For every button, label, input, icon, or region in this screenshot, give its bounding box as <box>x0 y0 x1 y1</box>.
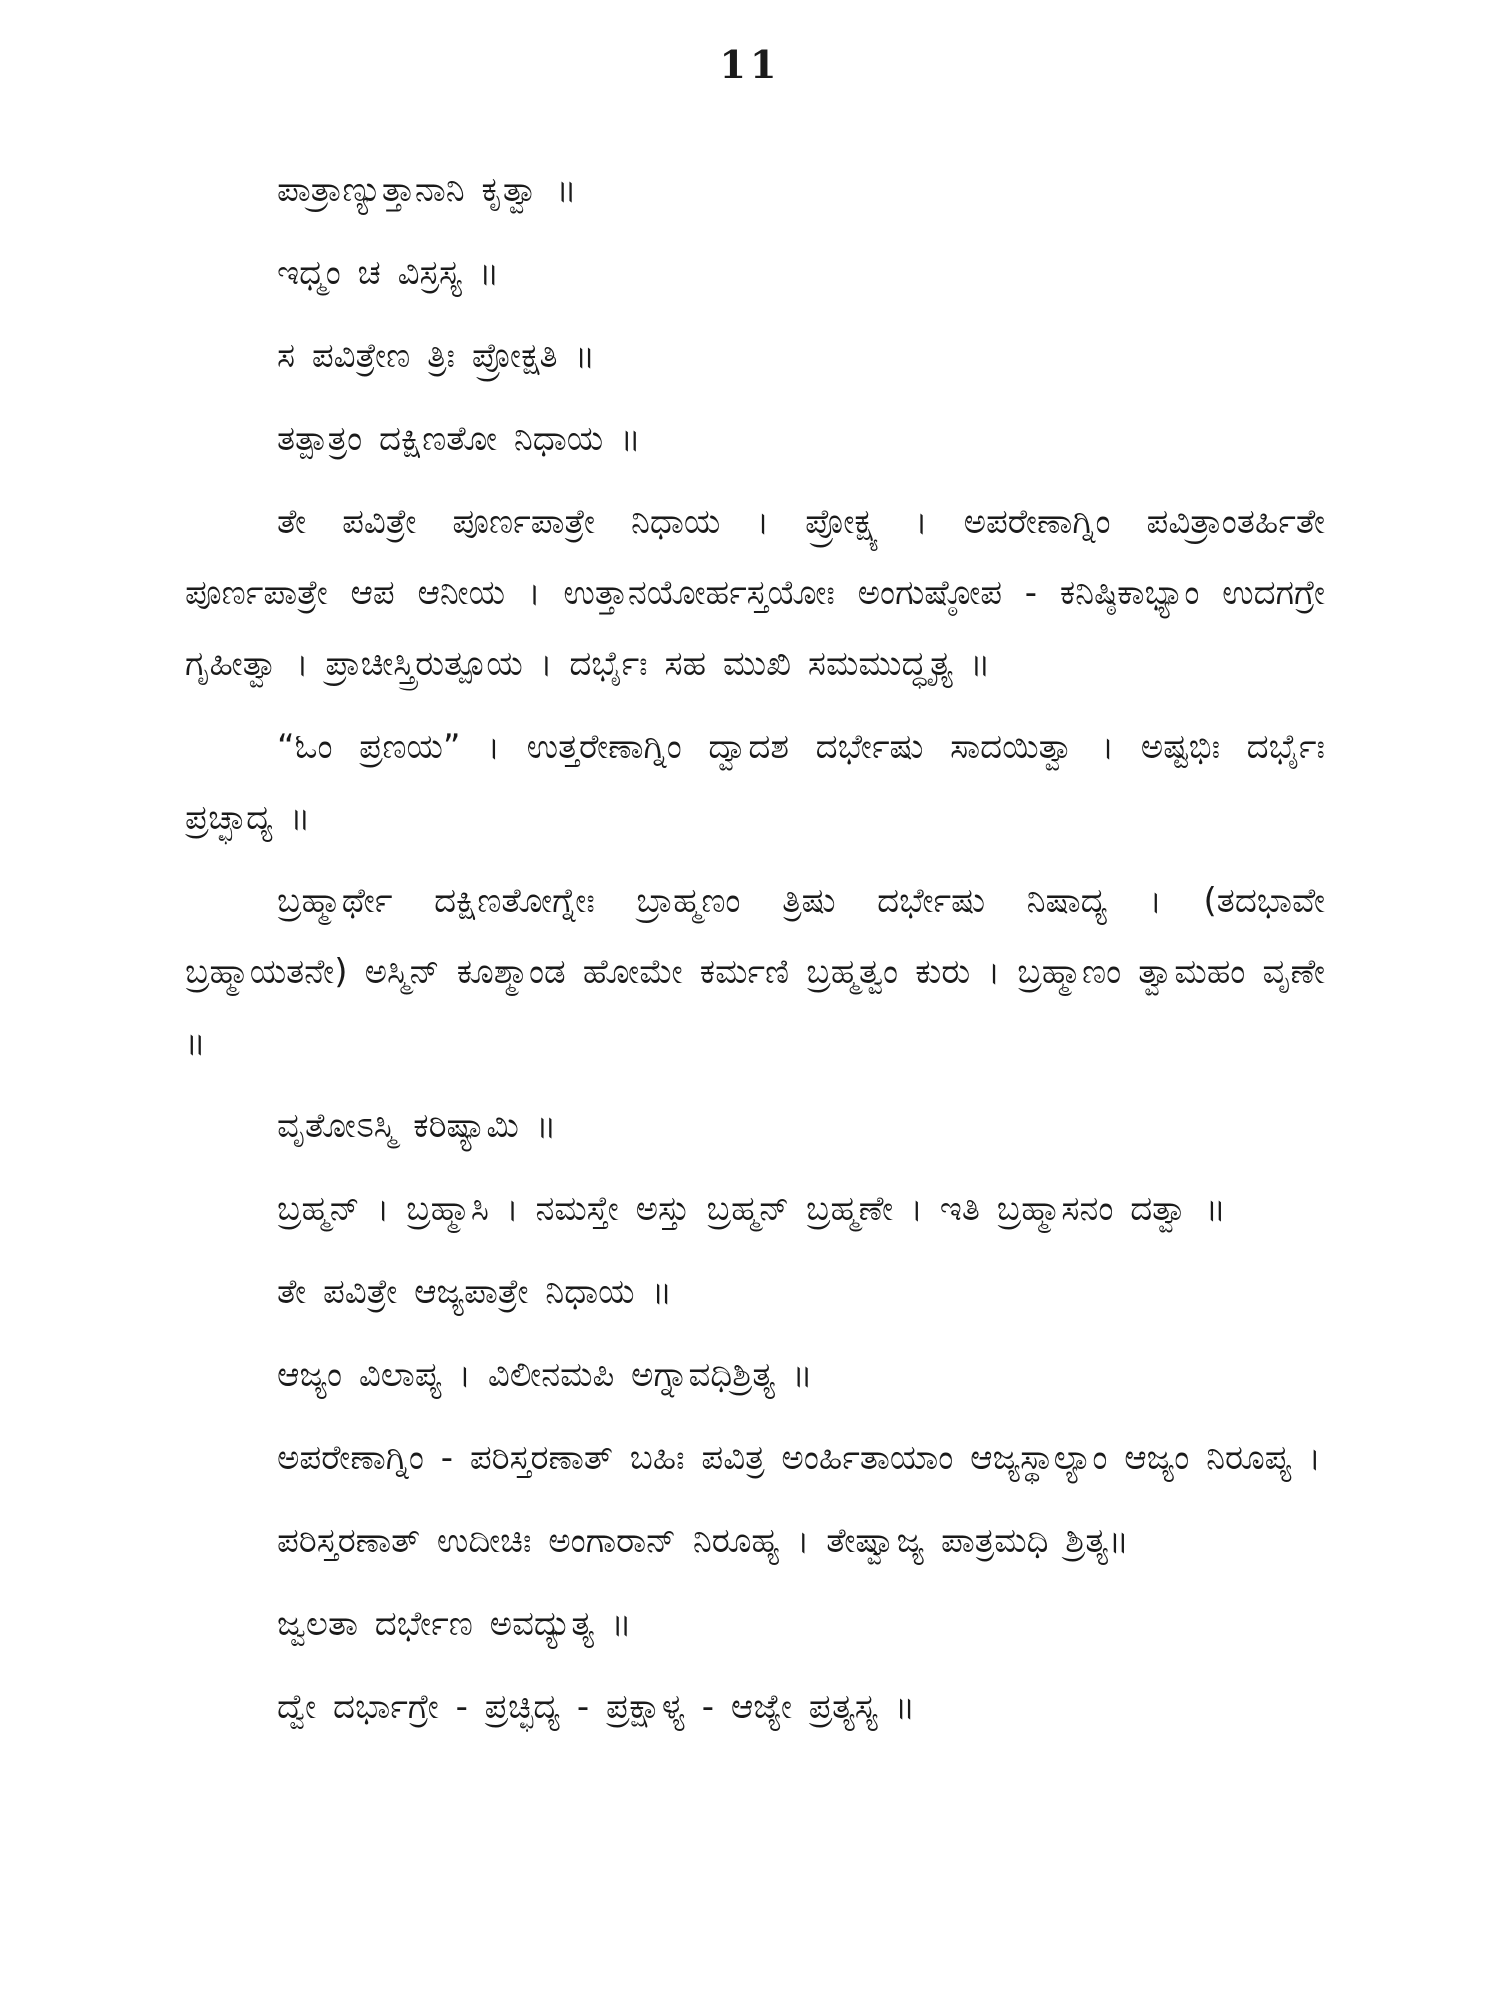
paragraph-10: ತೇ ಪವಿತ್ರೇ ಆಜ್ಯಪಾತ್ರೇ ನಿಧಾಯ ॥ <box>277 1272 673 1312</box>
paragraph-15: ದ್ವೇ ದರ್ಭಾಗ್ರೇ - ಪ್ರಚ್ಛಿದ್ಯ - ಪ್ರಕ್ಷಾಳ್ಯ - ಆಜ್ಯೇ ಪ್ರತ್ಯಸ್ಯ ॥ <box>277 1687 916 1727</box>
paragraph-13: ಪರಿಸ್ತರಣಾತ್ ಉದೀಚಿಃ ಅಂಗಾರಾನ್ ನಿರೂಹ್ಯ । ತೇಷ್ವಾಜ್ಯ ಪಾತ್ರಮಧಿ ಶ್ರಿತ್ಯ॥ <box>277 1521 1129 1561</box>
paragraph-14: ಜ್ವಲತಾ ದರ್ಭೇಣ ಅವದ್ಯುತ್ಯ ॥ <box>277 1604 632 1644</box>
paragraph-8: ವೃತೋಽಸ್ಮಿ ಕರಿಷ್ಯಾಮಿ ॥ <box>277 1106 557 1146</box>
paragraph-12: ಅಪರೇಣಾಗ್ನಿಂ - ಪರಿಸ್ತರಣಾತ್ ಬಹಿಃ ಪವಿತ್ರ ಅಂರ್ಹಿತಾಯಾಂ ಆಜ್ಯಸ್ಥಾಲ್ಯಾಂ ಆಜ್ಯಂ ನಿರೂಪ್ಯ । <box>277 1438 1321 1478</box>
paragraph-6: “ಓಂ ಪ್ರಣಯ” । ಉತ್ತರೇಣಾಗ್ನಿಂ ದ್ವಾದಶ ದರ್ಭೇಷು ಸಾದಯಿತ್ವಾ । ಅಷ್ಟಭಿಃ ದರ್ಭೈಃ ಪ್ರಚ್ಛಾದ್ಯ ॥ <box>185 727 1325 838</box>
paragraph-5: ತೇ ಪವಿತ್ರೇ ಪೂರ್ಣಪಾತ್ರೇ ನಿಧಾಯ । ಪ್ರೋಕ್ಷ್ಯ । ಅಪರೇಣಾಗ್ನಿಂ ಪವಿತ್ರಾಂತರ್ಹಿತೇ ಪೂರ್ಣಪಾತ್ರೇ ಆಪ ಆನೀಯ । ಉತ್ತಾನಯೋರ್ಹಸ್ತಯೋಃ ಅಂಗುಷ್ಠೋಪ - ಕನಿಷ್ಠಿಕಾಭ್ಯಾಂ ಉದಗಗ್ರೇ ಗೃಹೀತ್ವಾ । ಪ್ರಾಚೀಸ್ತ್ರಿರುತ್ಪೂಯ । ದರ್ಭೈಃ ಸಹ ಮುಖಿ ಸಮಮುದ್ಧೃತ್ಯ ॥ <box>185 502 1325 684</box>
paragraph-2: ಇಧ್ಮಂ ಚ ವಿಸ್ರಸ್ಯ ॥ <box>277 253 500 293</box>
paragraph-3: ಸ ಪವಿತ್ರೇಣ ತ್ರಿಃ ಪ್ರೋಕ್ಷತಿ ॥ <box>277 336 596 376</box>
paragraph-7: ಬ್ರಹ್ಮಾರ್ಥೇ ದಕ್ಷಿಣತೋಗ್ನೇಃ ಬ್ರಾಹ್ಮಣಂ ತ್ರಿಷು ದರ್ಭೇಷು ನಿಷಾದ್ಯ । (ತದಭಾವೇ ಬ್ರಹ್ಮಾಯತನೇ) ಅಸ್ಮಿನ್ ಕೂಶ್ಮಾಂಡ ಹೋಮೇ ಕರ್ಮಣಿ ಬ್ರಹ್ಮತ್ವಂ ಕುರು । ಬ್ರಹ್ಮಾಣಂ ತ್ವಾಮಹಂ ವೃಣೇ ॥ <box>185 881 1325 1063</box>
paragraph-9: ಬ್ರಹ್ಮನ್ । ಬ್ರಹ್ಮಾಸಿ । ನಮಸ್ತೇ ಅಸ್ತು ಬ್ರಹ್ಮನ್ ಬ್ರಹ್ಮಣೇ । ಇತಿ ಬ್ರಹ್ಮಾಸನಂ ದತ್ವಾ ॥ <box>277 1189 1226 1229</box>
text-body <box>185 155 1325 1755</box>
paragraph-4: ತತ್ಪಾತ್ರಂ ದಕ್ಷಿಣತೋ ನಿಧಾಯ ॥ <box>277 419 641 459</box>
page-number: 11 <box>719 42 781 87</box>
paragraph-11: ಆಜ್ಯಂ ವಿಲಾಪ್ಯ । ವಿಲೀನಮಪಿ ಅಗ್ನಾವಧಿಶ್ರಿತ್ಯ ॥ <box>277 1355 813 1395</box>
paragraph-1: ಪಾತ್ರಾಣ್ಯುತ್ತಾನಾನಿ ಕೃತ್ವಾ ॥ <box>277 170 577 210</box>
